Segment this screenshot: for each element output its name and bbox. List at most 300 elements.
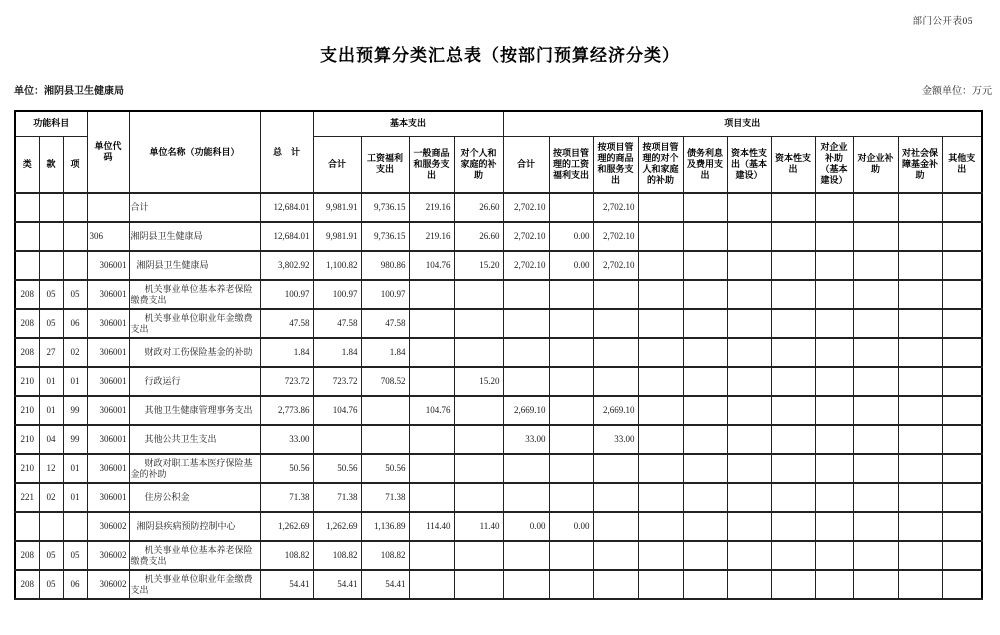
value-cell: 2,702.10 [503, 251, 549, 280]
table-row [15, 338, 982, 367]
value-cell [593, 570, 638, 599]
value-cell [898, 309, 942, 338]
func-section-cell: 05 [39, 309, 63, 338]
unit-label: 单位：湘阴县卫生健康局 [14, 86, 124, 97]
value-cell [638, 454, 683, 483]
table-row [15, 280, 982, 309]
value-cell: 15.20 [454, 367, 503, 396]
value-cell: 2,702.10 [503, 222, 549, 251]
value-cell: 100.97 [361, 280, 409, 309]
func-class-cell: 210 [15, 425, 39, 454]
table-row [15, 309, 982, 338]
value-cell: 47.58 [313, 309, 361, 338]
func-section-cell: 01 [39, 367, 63, 396]
value-cell [898, 570, 942, 599]
value-cell: 0.00 [503, 512, 549, 541]
func-section-cell: 27 [39, 338, 63, 367]
value-cell [683, 512, 727, 541]
value-cell [898, 222, 942, 251]
value-cell [942, 338, 982, 367]
value-cell [549, 280, 593, 309]
value-cell [409, 367, 454, 396]
func-class-cell [15, 193, 39, 222]
func-item-cell: 01 [63, 454, 87, 483]
value-cell: 54.41 [361, 570, 409, 599]
func-section-cell: 05 [39, 570, 63, 599]
value-cell [683, 483, 727, 512]
value-cell [815, 367, 853, 396]
func-class-cell: 208 [15, 338, 39, 367]
value-cell [771, 396, 815, 425]
func-section-cell: 05 [39, 280, 63, 309]
value-cell [815, 483, 853, 512]
value-cell: 114.40 [409, 512, 454, 541]
value-cell: 12,684.01 [260, 222, 313, 251]
table-row [15, 425, 982, 454]
value-cell [942, 425, 982, 454]
value-cell [683, 222, 727, 251]
value-cell [638, 222, 683, 251]
table-row [15, 541, 982, 570]
value-cell: 108.82 [313, 541, 361, 570]
unit-name-cell: 机关事业单位职业年金缴费支出 [129, 570, 260, 599]
value-cell: 26.60 [454, 193, 503, 222]
budget-table [14, 110, 983, 600]
table-header [15, 111, 982, 193]
table-row [15, 570, 982, 599]
value-cell: 100.97 [260, 280, 313, 309]
value-cell: 47.58 [260, 309, 313, 338]
value-cell: 54.41 [313, 570, 361, 599]
value-cell [727, 193, 771, 222]
value-cell [409, 280, 454, 309]
value-cell [593, 280, 638, 309]
value-cell [638, 425, 683, 454]
value-cell [593, 512, 638, 541]
value-cell [771, 309, 815, 338]
value-cell [409, 309, 454, 338]
value-cell [942, 512, 982, 541]
page-title: 支出预算分类汇总表（按部门预算经济分类） [320, 46, 680, 65]
func-section-cell [39, 193, 63, 222]
value-cell [727, 309, 771, 338]
value-cell [815, 338, 853, 367]
value-cell [771, 570, 815, 599]
value-cell [549, 425, 593, 454]
value-cell [593, 338, 638, 367]
value-cell [409, 570, 454, 599]
value-cell: 9,981.91 [313, 222, 361, 251]
value-cell [771, 222, 815, 251]
table-row [15, 251, 982, 280]
func-section-cell: 02 [39, 483, 63, 512]
header-debt-interest: 债务利息及费用支出 [683, 136, 727, 193]
value-cell [503, 338, 549, 367]
value-cell [313, 425, 361, 454]
func-class-cell [15, 512, 39, 541]
unit-code-cell: 306 [87, 222, 129, 251]
unit-name-cell: 湘阴县疾病预防控制中心 [129, 512, 260, 541]
value-cell: 219.16 [409, 222, 454, 251]
func-class-cell: 210 [15, 454, 39, 483]
value-cell [853, 512, 898, 541]
header-basic-wages: 工资福利支出 [361, 136, 409, 193]
value-cell [454, 338, 503, 367]
header-total: 总 计 [260, 111, 313, 193]
value-cell: 2,669.10 [593, 396, 638, 425]
table-row [15, 454, 982, 483]
unit-name-cell: 合计 [129, 193, 260, 222]
unit-name-cell: 机关事业单位职业年金缴费支出 [129, 309, 260, 338]
value-cell [683, 541, 727, 570]
value-cell [771, 425, 815, 454]
value-cell [361, 396, 409, 425]
func-class-cell [15, 251, 39, 280]
value-cell [815, 396, 853, 425]
value-cell: 219.16 [409, 193, 454, 222]
value-cell [727, 396, 771, 425]
value-cell [727, 251, 771, 280]
value-cell [593, 454, 638, 483]
value-cell: 12,684.01 [260, 193, 313, 222]
value-cell: 71.38 [313, 483, 361, 512]
header-project-goods: 按项目管理的商品和服务支出 [593, 136, 638, 193]
value-cell [503, 309, 549, 338]
value-cell [815, 541, 853, 570]
value-cell: 33.00 [593, 425, 638, 454]
value-cell: 54.41 [260, 570, 313, 599]
value-cell: 2,669.10 [503, 396, 549, 425]
func-item-cell: 99 [63, 425, 87, 454]
value-cell [853, 193, 898, 222]
value-cell [361, 425, 409, 454]
value-cell [771, 280, 815, 309]
table-row [15, 483, 982, 512]
value-cell [815, 222, 853, 251]
value-cell [683, 396, 727, 425]
func-item-cell: 05 [63, 280, 87, 309]
value-cell: 26.60 [454, 222, 503, 251]
value-cell: 708.52 [361, 367, 409, 396]
func-class-cell: 208 [15, 541, 39, 570]
value-cell: 1,136.89 [361, 512, 409, 541]
value-cell: 0.00 [549, 251, 593, 280]
value-cell [853, 570, 898, 599]
header-project-wages: 按项目管理的工资福利支出 [549, 136, 593, 193]
value-cell: 100.97 [313, 280, 361, 309]
value-cell [853, 251, 898, 280]
value-cell [409, 338, 454, 367]
unit-name-cell: 财政对职工基本医疗保险基金的补助 [129, 454, 260, 483]
value-cell: 104.76 [313, 396, 361, 425]
value-cell [727, 367, 771, 396]
value-cell [683, 454, 727, 483]
value-cell [593, 309, 638, 338]
table-body [15, 193, 982, 599]
value-cell [409, 425, 454, 454]
func-section-cell: 05 [39, 541, 63, 570]
value-cell [683, 193, 727, 222]
value-cell: 47.58 [361, 309, 409, 338]
unit-name-cell: 财政对工伤保险基金的补助 [129, 338, 260, 367]
value-cell [638, 512, 683, 541]
header-class: 类 [15, 136, 39, 193]
value-cell [683, 425, 727, 454]
value-cell [454, 425, 503, 454]
value-cell: 980.86 [361, 251, 409, 280]
unit-code-cell: 306002 [87, 541, 129, 570]
value-cell: 0.00 [549, 512, 593, 541]
unit-code-cell [87, 193, 129, 222]
header-capital: 资本性支出 [771, 136, 815, 193]
func-class-cell: 208 [15, 570, 39, 599]
value-cell [727, 338, 771, 367]
value-cell: 50.56 [361, 454, 409, 483]
value-cell: 1,262.69 [260, 512, 313, 541]
header-unit-code: 单位代码 [87, 111, 129, 193]
value-cell: 1.84 [313, 338, 361, 367]
func-item-cell: 99 [63, 396, 87, 425]
value-cell [898, 425, 942, 454]
value-cell [593, 541, 638, 570]
value-cell [898, 193, 942, 222]
func-item-cell [63, 251, 87, 280]
header-enterprise-subsidy: 对企业补助 [853, 136, 898, 193]
value-cell [683, 280, 727, 309]
header-project-individual: 按项目管理的对个人和家庭的补助 [638, 136, 683, 193]
header-unit-name: 单位名称（功能科目） [129, 111, 260, 193]
value-cell [727, 222, 771, 251]
value-cell [815, 309, 853, 338]
value-cell [771, 338, 815, 367]
value-cell [549, 193, 593, 222]
value-cell [771, 193, 815, 222]
unit-code-cell: 306001 [87, 280, 129, 309]
value-cell: 71.38 [260, 483, 313, 512]
value-cell: 9,736.15 [361, 193, 409, 222]
value-cell: 723.72 [313, 367, 361, 396]
unit-code-cell: 306001 [87, 483, 129, 512]
table-row [15, 367, 982, 396]
value-cell [549, 338, 593, 367]
unit-name-cell: 住房公积金 [129, 483, 260, 512]
header-capital-construction: 资本性支出（基本建设） [727, 136, 771, 193]
unit-code-cell: 306001 [87, 425, 129, 454]
value-cell [898, 367, 942, 396]
value-cell [593, 367, 638, 396]
value-cell [638, 570, 683, 599]
func-item-cell: 05 [63, 541, 87, 570]
func-class-cell: 221 [15, 483, 39, 512]
header-social-security: 对社会保障基金补助 [898, 136, 942, 193]
value-cell: 104.76 [409, 396, 454, 425]
value-cell [454, 454, 503, 483]
value-cell [815, 512, 853, 541]
value-cell [638, 338, 683, 367]
func-section-cell [39, 222, 63, 251]
value-cell [815, 280, 853, 309]
value-cell [853, 541, 898, 570]
value-cell: 723.72 [260, 367, 313, 396]
unit-code-cell: 306001 [87, 454, 129, 483]
value-cell [815, 193, 853, 222]
value-cell: 2,702.10 [593, 193, 638, 222]
value-cell: 1.84 [260, 338, 313, 367]
func-class-cell: 210 [15, 396, 39, 425]
value-cell [503, 367, 549, 396]
value-cell [638, 396, 683, 425]
value-cell [683, 309, 727, 338]
value-cell [409, 454, 454, 483]
value-cell [549, 454, 593, 483]
value-cell [549, 309, 593, 338]
value-cell [771, 512, 815, 541]
value-cell [898, 396, 942, 425]
value-cell [853, 222, 898, 251]
value-cell [853, 396, 898, 425]
unit-code-cell: 306002 [87, 570, 129, 599]
value-cell: 104.76 [409, 251, 454, 280]
value-cell [853, 338, 898, 367]
value-cell [815, 425, 853, 454]
value-cell [503, 541, 549, 570]
header-basic-goods: 一般商品和服务支出 [409, 136, 454, 193]
unit-code-cell: 306001 [87, 396, 129, 425]
value-cell [942, 483, 982, 512]
header-section: 款 [39, 136, 63, 193]
func-item-cell [63, 222, 87, 251]
value-cell [898, 541, 942, 570]
unit-code-cell: 306002 [87, 512, 129, 541]
value-cell [683, 251, 727, 280]
func-class-cell: 210 [15, 367, 39, 396]
func-item-cell: 01 [63, 483, 87, 512]
func-section-cell: 01 [39, 396, 63, 425]
value-cell [942, 222, 982, 251]
value-cell: 2,702.10 [593, 222, 638, 251]
value-cell [409, 541, 454, 570]
value-cell [898, 338, 942, 367]
value-cell [638, 483, 683, 512]
value-cell [549, 570, 593, 599]
value-cell: 11.40 [454, 512, 503, 541]
unit-code-cell: 306001 [87, 251, 129, 280]
value-cell [898, 454, 942, 483]
value-cell [771, 367, 815, 396]
value-cell [898, 512, 942, 541]
value-cell [942, 367, 982, 396]
unit-name-cell: 湘阴县卫生健康局 [129, 251, 260, 280]
value-cell: 108.82 [260, 541, 313, 570]
header-basic-subtotal: 合计 [313, 136, 361, 193]
value-cell [942, 309, 982, 338]
value-cell: 9,736.15 [361, 222, 409, 251]
value-cell [503, 570, 549, 599]
unit-code-cell: 306001 [87, 367, 129, 396]
func-item-cell: 01 [63, 367, 87, 396]
value-cell: 0.00 [549, 222, 593, 251]
value-cell: 15.20 [454, 251, 503, 280]
header-project-group: 项目支出 [503, 111, 982, 136]
value-cell [727, 280, 771, 309]
value-cell: 1.84 [361, 338, 409, 367]
value-cell [727, 570, 771, 599]
value-cell [549, 367, 593, 396]
value-cell [853, 454, 898, 483]
header-basic-group: 基本支出 [313, 111, 503, 136]
func-item-cell: 06 [63, 570, 87, 599]
table-row [15, 193, 982, 222]
func-class-cell: 208 [15, 280, 39, 309]
value-cell: 108.82 [361, 541, 409, 570]
value-cell: 33.00 [503, 425, 549, 454]
value-cell [593, 483, 638, 512]
value-cell [683, 367, 727, 396]
header-other: 其他支出 [942, 136, 982, 193]
value-cell: 71.38 [361, 483, 409, 512]
value-cell [683, 338, 727, 367]
value-cell [853, 280, 898, 309]
func-class-cell: 208 [15, 309, 39, 338]
value-cell [942, 280, 982, 309]
value-cell [853, 425, 898, 454]
meta-row [14, 82, 992, 97]
value-cell [454, 570, 503, 599]
header-enterprise-construction: 对企业补助（基本建设） [815, 136, 853, 193]
value-cell [815, 251, 853, 280]
value-cell [942, 541, 982, 570]
header-basic-individual: 对个人和家庭的补助 [454, 136, 503, 193]
unit-name-cell: 机关事业单位基本养老保险缴费支出 [129, 280, 260, 309]
func-section-cell [39, 251, 63, 280]
value-cell [942, 396, 982, 425]
unit-code-cell: 306001 [87, 338, 129, 367]
func-item-cell [63, 512, 87, 541]
value-cell [898, 483, 942, 512]
value-cell: 1,100.82 [313, 251, 361, 280]
value-cell [942, 193, 982, 222]
header-project-subtotal: 合计 [503, 136, 549, 193]
value-cell [853, 483, 898, 512]
value-cell: 9,981.91 [313, 193, 361, 222]
value-cell [638, 251, 683, 280]
value-cell [727, 425, 771, 454]
value-cell [454, 396, 503, 425]
value-cell [409, 483, 454, 512]
value-cell [898, 280, 942, 309]
value-cell [771, 541, 815, 570]
value-cell: 50.56 [313, 454, 361, 483]
value-cell [549, 541, 593, 570]
unit-name-cell: 行政运行 [129, 367, 260, 396]
value-cell [454, 483, 503, 512]
func-section-cell: 04 [39, 425, 63, 454]
value-cell [727, 483, 771, 512]
value-cell [549, 396, 593, 425]
doc-label: 部门公开表05 [912, 17, 973, 27]
value-cell [727, 454, 771, 483]
value-cell [942, 570, 982, 599]
value-cell [815, 570, 853, 599]
value-cell [898, 251, 942, 280]
unit-name-cell: 机关事业单位基本养老保险缴费支出 [129, 541, 260, 570]
value-cell [771, 454, 815, 483]
func-class-cell [15, 222, 39, 251]
table-row [15, 512, 982, 541]
value-cell [638, 541, 683, 570]
value-cell [454, 280, 503, 309]
value-cell [454, 309, 503, 338]
